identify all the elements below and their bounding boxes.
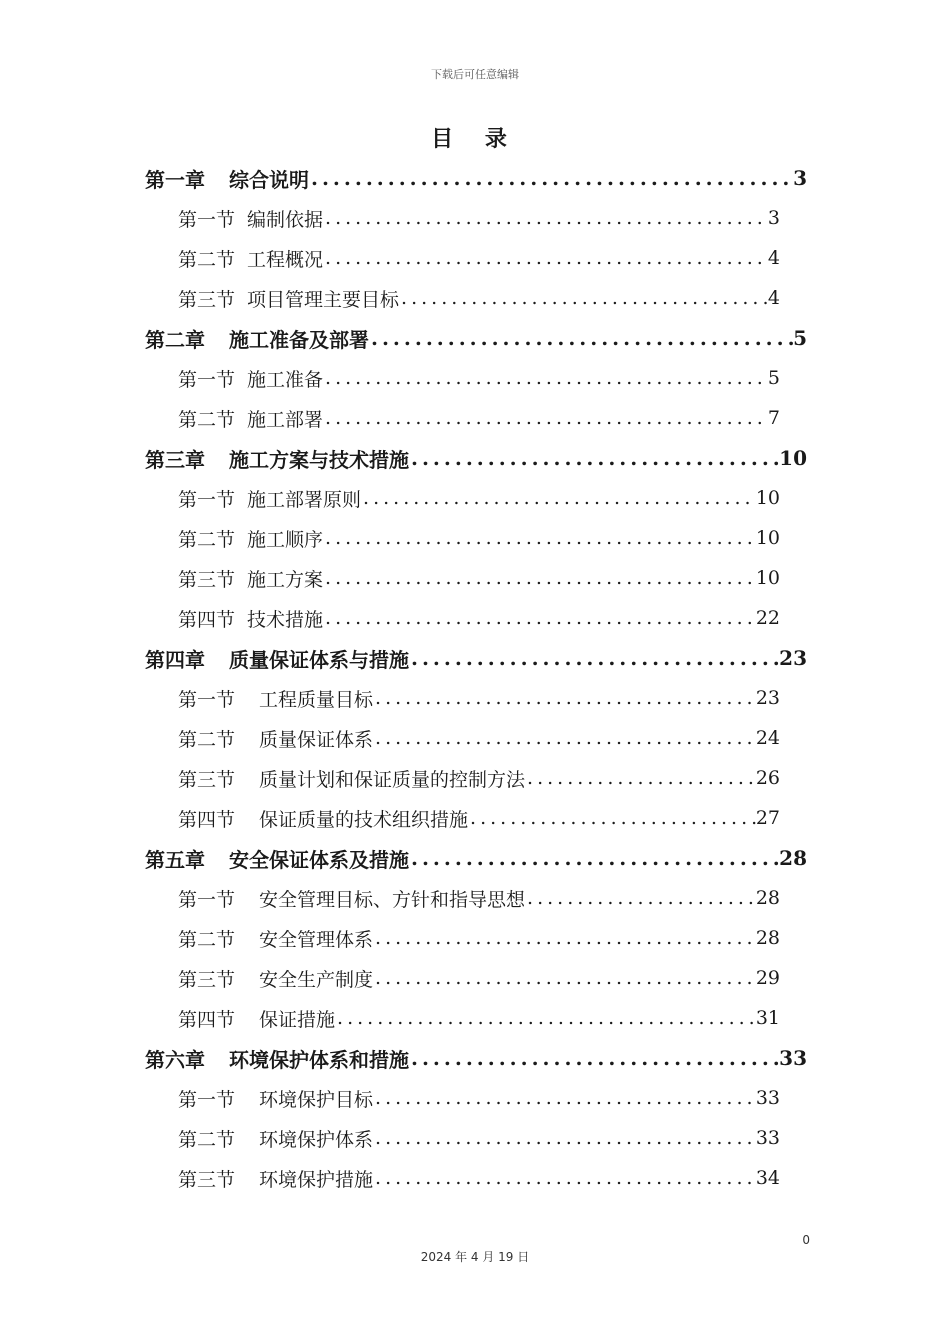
toc-entry-page: 33 — [755, 1087, 780, 1109]
toc-entry-label — [178, 885, 525, 912]
toc-entry-number: 第二节 — [178, 1128, 236, 1151]
toc-entry-number: 第四节 — [178, 1008, 236, 1031]
toc-entry-number: 第三节 — [178, 568, 236, 591]
toc-entry-number: 第二节 — [178, 248, 236, 271]
toc-entry-label — [145, 164, 309, 193]
toc-section-entry[interactable] — [145, 998, 780, 1038]
toc-entry-page: 3 — [767, 207, 780, 229]
toc-entry-page: 4 — [767, 287, 780, 309]
toc-section-entry[interactable] — [145, 718, 780, 758]
toc-entry-page: 34 — [755, 1167, 780, 1189]
toc-section-entry[interactable] — [145, 358, 780, 398]
toc-section-entry[interactable] — [145, 1118, 780, 1158]
dot-leader — [409, 446, 779, 470]
toc-entry-page: 28 — [755, 927, 780, 949]
toc-entry-title: 环境保护目标 — [259, 1088, 374, 1111]
toc-entry-number: 第二章 — [145, 327, 205, 352]
toc-chapter-entry[interactable] — [145, 638, 807, 678]
toc-entry-page: 10 — [755, 527, 780, 549]
toc-entry-title: 施工准备 — [247, 368, 324, 391]
toc-entry-number: 第一节 — [178, 888, 236, 911]
toc-entry-page: 28 — [779, 846, 807, 870]
dot-leader — [409, 646, 779, 670]
toc-entry-page: 33 — [779, 1046, 807, 1070]
toc-entry-number: 第三节 — [178, 1168, 236, 1191]
dot-leader — [323, 527, 756, 549]
toc-entry-number: 第二节 — [178, 928, 236, 951]
toc-entry-label — [178, 605, 323, 632]
toc-entry-title: 安全保证体系及措施 — [229, 847, 409, 872]
toc-entry-label — [178, 405, 323, 432]
toc-entry-label — [178, 765, 525, 792]
toc-section-entry[interactable] — [145, 1078, 780, 1118]
toc-entry-page: 28 — [755, 887, 780, 909]
toc-section-entry[interactable] — [145, 958, 780, 998]
toc-entry-number: 第三节 — [178, 768, 236, 791]
toc-entry-label — [178, 285, 399, 312]
toc-entry-label — [178, 205, 323, 232]
toc-entry-title: 编制依据 — [247, 208, 324, 231]
toc-title: 目 录 — [431, 126, 519, 152]
toc-entry-page: 5 — [767, 367, 780, 389]
dot-leader — [323, 607, 756, 629]
toc-entry-number: 第四节 — [178, 608, 236, 631]
toc-entry-page: 23 — [779, 646, 807, 670]
toc-entry-page: 10 — [755, 567, 780, 589]
dot-leader — [369, 326, 793, 350]
toc-entry-label — [178, 925, 373, 952]
dot-leader — [525, 887, 756, 909]
toc-section-entry[interactable] — [145, 238, 780, 278]
toc-chapter-entry[interactable] — [145, 438, 807, 478]
toc-entry-page: 29 — [755, 967, 780, 989]
dot-leader — [409, 846, 779, 870]
toc-entry-label — [178, 565, 323, 592]
toc-entry-title: 施工顺序 — [247, 528, 324, 551]
toc-entry-title: 施工准备及部署 — [229, 327, 369, 352]
toc-entry-page: 24 — [755, 727, 780, 749]
dot-leader — [525, 767, 756, 789]
toc-entry-title: 环境保护体系 — [259, 1128, 374, 1151]
toc-entry-label — [178, 245, 323, 272]
toc-chapter-entry[interactable] — [145, 158, 807, 198]
toc-entry-number: 第一节 — [178, 208, 236, 231]
toc-entry-label — [178, 1125, 373, 1152]
toc-section-entry[interactable] — [145, 598, 780, 638]
toc-entry-number: 第一节 — [178, 368, 236, 391]
toc-entry-number: 第三节 — [178, 968, 236, 991]
toc-entry-title: 综合说明 — [229, 167, 309, 192]
toc-entry-number: 第一节 — [178, 1088, 236, 1111]
dot-leader — [323, 207, 768, 229]
toc-entry-title: 安全生产制度 — [259, 968, 374, 991]
toc-entry-title: 保证措施 — [259, 1008, 336, 1031]
toc-entry-title: 质量保证体系 — [259, 728, 374, 751]
toc-entry-title: 环境保护体系和措施 — [229, 1047, 409, 1072]
toc-section-entry[interactable] — [145, 518, 780, 558]
footer-date: 2024 年 4 月 19 日 — [420, 1250, 530, 1264]
toc-entry-title: 施工部署 — [247, 408, 324, 431]
toc-entry-label — [178, 1085, 373, 1112]
dot-leader — [373, 1167, 756, 1189]
toc-entry-page: 10 — [779, 446, 807, 470]
toc-entry-title: 质量计划和保证质量的控制方法 — [259, 768, 526, 791]
toc-entry-title: 工程概况 — [247, 248, 324, 271]
toc-entry-number: 第二节 — [178, 728, 236, 751]
toc-entry-label — [145, 324, 369, 353]
toc-entry-label — [178, 1165, 373, 1192]
toc-entry-title: 工程质量目标 — [259, 688, 374, 711]
toc-chapter-entry[interactable] — [145, 318, 807, 358]
toc-entry-page: 26 — [755, 767, 780, 789]
page-number: 0 — [802, 1233, 810, 1247]
toc-entry-page: 23 — [755, 687, 780, 709]
toc-entry-label — [178, 1005, 335, 1032]
toc-section-entry[interactable] — [145, 758, 780, 798]
dot-leader — [373, 927, 756, 949]
dot-leader — [323, 367, 768, 389]
toc-entry-number: 第二节 — [178, 528, 236, 551]
dot-leader — [335, 1007, 756, 1029]
dot-leader — [373, 967, 756, 989]
dot-leader — [323, 567, 756, 589]
toc-entry-label — [145, 444, 409, 473]
toc-entry-label — [178, 685, 373, 712]
dot-leader — [323, 247, 768, 269]
toc-entry-number: 第一章 — [145, 167, 205, 192]
toc-entry-title: 项目管理主要目标 — [247, 288, 400, 311]
toc-entry-label — [145, 1044, 409, 1073]
toc-entry-label — [145, 844, 409, 873]
dot-leader — [468, 807, 756, 829]
toc-chapter-entry[interactable] — [145, 838, 807, 878]
toc-entry-number: 第六章 — [145, 1047, 205, 1072]
dot-leader — [309, 166, 793, 190]
toc-entry-title: 安全管理目标、方针和指导思想 — [259, 888, 526, 911]
toc-entry-label — [178, 805, 468, 832]
dot-leader — [399, 287, 768, 309]
toc-entry-label — [178, 725, 373, 752]
toc-entry-page: 7 — [767, 407, 780, 429]
dot-leader — [323, 407, 768, 429]
toc-entry-page: 5 — [793, 326, 807, 350]
toc-entry-number: 第一节 — [178, 688, 236, 711]
toc-entry-page: 33 — [755, 1127, 780, 1149]
dot-leader — [361, 487, 756, 509]
toc-section-entry[interactable] — [145, 678, 780, 718]
toc-entry-title: 施工部署原则 — [247, 488, 362, 511]
toc-entry-page: 4 — [767, 247, 780, 269]
toc-entry-number: 第三节 — [178, 288, 236, 311]
toc-entry-page: 3 — [793, 166, 807, 190]
toc-section-entry[interactable] — [145, 398, 780, 438]
toc-entry-page: 10 — [755, 487, 780, 509]
toc-section-entry[interactable] — [145, 198, 780, 238]
toc-section-entry[interactable] — [145, 918, 780, 958]
toc-entry-number: 第三章 — [145, 447, 205, 472]
toc-section-entry[interactable] — [145, 1158, 780, 1198]
toc-section-entry[interactable] — [145, 878, 780, 918]
toc-entry-title: 施工方案 — [247, 568, 324, 591]
toc-entry-label — [178, 525, 323, 552]
toc-entry-label — [145, 644, 409, 673]
toc-entry-page: 31 — [755, 1007, 780, 1029]
toc-entry-page: 22 — [755, 607, 780, 629]
table-of-contents — [145, 158, 807, 1198]
toc-section-entry[interactable] — [145, 798, 780, 838]
toc-entry-title: 保证质量的技术组织措施 — [259, 808, 469, 831]
dot-leader — [373, 687, 756, 709]
toc-chapter-entry[interactable] — [145, 1038, 807, 1078]
toc-section-entry[interactable] — [145, 278, 780, 318]
toc-entry-label — [178, 965, 373, 992]
dot-leader — [373, 1087, 756, 1109]
header-note: 下载后可任意编辑 — [431, 68, 519, 81]
toc-entry-title: 技术措施 — [247, 608, 324, 631]
toc-entry-number: 第二节 — [178, 408, 236, 431]
toc-entry-title: 质量保证体系与措施 — [229, 647, 409, 672]
toc-entry-title: 环境保护措施 — [259, 1168, 374, 1191]
toc-entry-number: 第四节 — [178, 808, 236, 831]
toc-entry-title: 安全管理体系 — [259, 928, 374, 951]
dot-leader — [373, 1127, 756, 1149]
toc-entry-label — [178, 365, 323, 392]
toc-entry-label — [178, 485, 361, 512]
toc-section-entry[interactable] — [145, 478, 780, 518]
toc-entry-page: 27 — [755, 807, 780, 829]
dot-leader — [373, 727, 756, 749]
dot-leader — [409, 1046, 779, 1070]
toc-entry-number: 第四章 — [145, 647, 205, 672]
toc-section-entry[interactable] — [145, 558, 780, 598]
toc-entry-title: 施工方案与技术措施 — [229, 447, 409, 472]
toc-entry-number: 第五章 — [145, 847, 205, 872]
toc-entry-number: 第一节 — [178, 488, 236, 511]
